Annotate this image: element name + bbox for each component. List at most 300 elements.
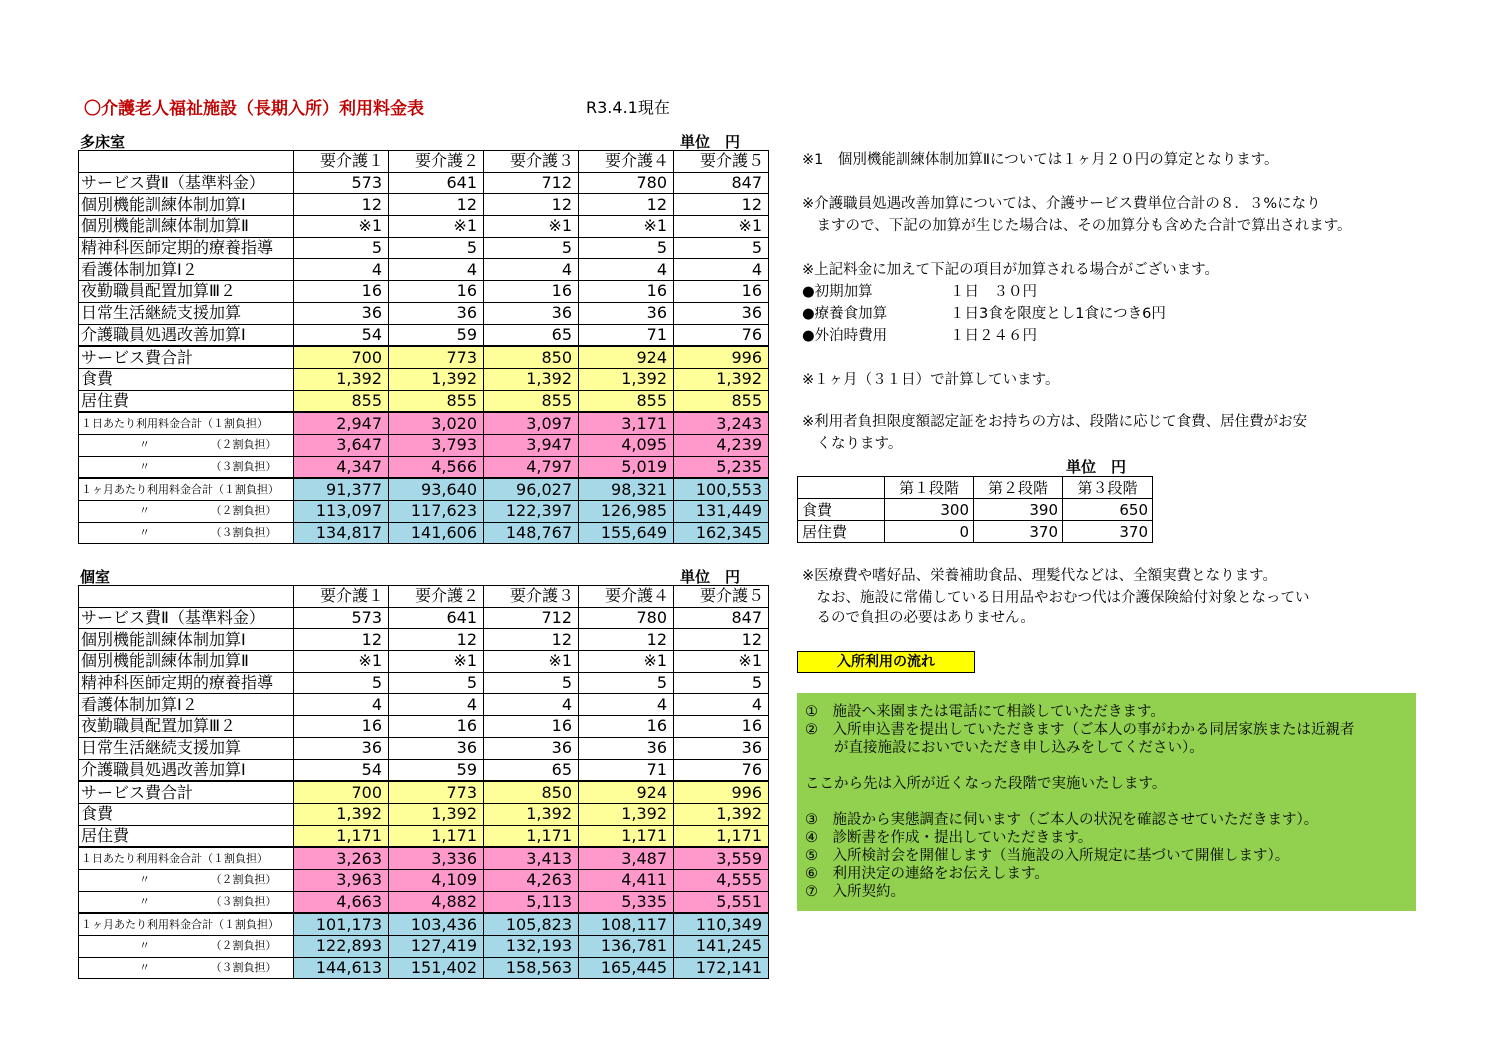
fee-cell: 158,563 — [484, 957, 579, 979]
fee-table-private-room — [78, 585, 769, 979]
note-2a: ※介護職員処遇改善加算については、介護サービス費単位合計の８．３%になり — [802, 196, 1321, 212]
table-row — [79, 390, 769, 412]
fee-cell: 141,606 — [389, 522, 484, 544]
table-row — [79, 781, 769, 803]
flow-step: ⑦ 入所契約。 — [805, 884, 905, 900]
fee-cell: 4,239 — [674, 434, 769, 456]
fee-cell: 91,377 — [294, 478, 389, 500]
table-row — [79, 368, 769, 390]
fee-cell: 122,893 — [294, 936, 389, 958]
table-header-row — [79, 151, 769, 173]
row-label: 〃 （３割負担） — [79, 957, 294, 979]
row-label: １ヶ月あたり利用料金合計（１割負担） — [79, 913, 294, 935]
row-label: 看護体制加算Ⅰ２ — [79, 259, 294, 281]
fee-cell: ※1 — [294, 216, 389, 238]
effective-date: R3.4.1現在 — [586, 98, 670, 117]
fee-cell: 71 — [579, 324, 674, 346]
fee-cell: 71 — [579, 759, 674, 781]
fee-cell: 1,392 — [579, 803, 674, 825]
fee-cell: 131,449 — [674, 501, 769, 523]
addon-meal-value: １日3食を限度とし1食につき6円 — [950, 306, 1166, 322]
table-row — [79, 803, 769, 825]
fee-cell: 3,020 — [389, 412, 484, 434]
fee-cell: 96,027 — [484, 478, 579, 500]
fee-cell: 54 — [294, 324, 389, 346]
table-row — [79, 936, 769, 958]
row-label: 看護体制加算Ⅰ２ — [79, 694, 294, 716]
fee-cell: 5 — [389, 672, 484, 694]
fee-cell: 4 — [484, 694, 579, 716]
table-row — [79, 891, 769, 913]
row-label: 日常生活継続支援加算 — [79, 302, 294, 324]
row-label: 介護職員処遇改善加算Ⅰ — [79, 324, 294, 346]
addon-overnight: ●外泊時費用 — [802, 328, 888, 344]
fee-cell: 4,109 — [389, 869, 484, 891]
fee-cell: 3,647 — [294, 434, 389, 456]
section-title-multi-bed: 多床室 — [80, 133, 126, 151]
fee-cell: 16 — [579, 281, 674, 303]
fee-cell: ※1 — [389, 651, 484, 673]
table-row — [79, 281, 769, 303]
fee-cell: 1,392 — [389, 368, 484, 390]
fee-cell: 144,613 — [294, 957, 389, 979]
fee-cell: 12 — [674, 629, 769, 651]
fee-cell: 4,797 — [484, 456, 579, 478]
table-row — [79, 651, 769, 673]
fee-cell: 16 — [579, 716, 674, 738]
fee-cell: 996 — [674, 346, 769, 368]
fee-cell: 773 — [389, 781, 484, 803]
limit-row-label: 居住費 — [798, 521, 885, 543]
fee-cell: 1,171 — [674, 825, 769, 847]
row-label: １ヶ月あたり利用料金合計（１割負担） — [79, 478, 294, 500]
fee-cell: 36 — [579, 737, 674, 759]
fee-cell: 780 — [579, 607, 674, 629]
fee-cell: 641 — [389, 172, 484, 194]
row-label: １日あたり利用料金合計（１割負担） — [79, 412, 294, 434]
fee-cell: 573 — [294, 607, 389, 629]
fee-cell: ※1 — [674, 216, 769, 238]
fee-cell: 847 — [674, 172, 769, 194]
fee-cell: 5 — [484, 672, 579, 694]
addon-overnight-value: １日２４６円 — [950, 328, 1037, 344]
row-label: 〃 （２割負担） — [79, 936, 294, 958]
fee-cell: 117,623 — [389, 501, 484, 523]
page-title: 〇介護老人福祉施設（長期入所）利用料金表 — [84, 99, 424, 119]
fee-cell: 36 — [674, 737, 769, 759]
table-row — [79, 346, 769, 368]
table-row — [79, 434, 769, 456]
note-6c: るので負担の必要はありません。 — [802, 610, 1035, 626]
fee-cell: 3,963 — [294, 869, 389, 891]
fee-cell: 850 — [484, 346, 579, 368]
fee-cell: 36 — [674, 302, 769, 324]
column-header: 要介護３ — [484, 586, 579, 608]
fee-cell: 136,781 — [579, 936, 674, 958]
fee-cell: 3,243 — [674, 412, 769, 434]
limit-cell: 0 — [885, 521, 974, 543]
fee-cell: 4 — [294, 694, 389, 716]
note-5b: くなります。 — [802, 436, 903, 452]
fee-cell: ※1 — [484, 216, 579, 238]
fee-cell: 172,141 — [674, 957, 769, 979]
column-header: 要介護５ — [674, 151, 769, 173]
fee-cell: 98,321 — [579, 478, 674, 500]
note-2b: ますので、下記の加算が生じた場合は、その加算分も含めた合計で算出されます。 — [802, 218, 1352, 234]
table-row — [79, 216, 769, 238]
fee-cell: 700 — [294, 346, 389, 368]
fee-cell: 12 — [389, 629, 484, 651]
row-label: 居住費 — [79, 390, 294, 412]
table-row — [79, 172, 769, 194]
table-row — [79, 913, 769, 935]
fee-cell: 855 — [484, 390, 579, 412]
fee-cell: 4,566 — [389, 456, 484, 478]
fee-cell: 4 — [674, 259, 769, 281]
fee-cell: 4,095 — [579, 434, 674, 456]
fee-cell: 12 — [294, 194, 389, 216]
table-row — [79, 716, 769, 738]
row-label: 〃 （２割負担） — [79, 434, 294, 456]
fee-cell: ※1 — [579, 216, 674, 238]
fee-cell: 76 — [674, 324, 769, 346]
addon-meal: ●療養食加算 — [802, 306, 888, 322]
table-row — [79, 869, 769, 891]
fee-cell: 1,392 — [294, 368, 389, 390]
table-row — [79, 456, 769, 478]
limit-table — [797, 476, 1153, 543]
limit-cell: 390 — [974, 499, 1063, 521]
fee-cell: 855 — [579, 390, 674, 412]
fee-cell: 780 — [579, 172, 674, 194]
limit-cell: 370 — [974, 521, 1063, 543]
fee-cell: 855 — [674, 390, 769, 412]
column-header: 要介護４ — [579, 151, 674, 173]
fee-cell: 1,171 — [294, 825, 389, 847]
limit-header: 第２段階 — [974, 477, 1063, 499]
fee-cell: 5 — [579, 237, 674, 259]
row-label: サービス費合計 — [79, 346, 294, 368]
fee-cell: 3,559 — [674, 847, 769, 869]
row-label: サービス費Ⅱ（基準料金） — [79, 607, 294, 629]
fee-cell: 4,555 — [674, 869, 769, 891]
fee-cell: 36 — [294, 737, 389, 759]
row-label: 居住費 — [79, 825, 294, 847]
fee-cell: 5,235 — [674, 456, 769, 478]
fee-cell: 5 — [484, 237, 579, 259]
fee-cell: 1,392 — [579, 368, 674, 390]
fee-cell: 1,171 — [389, 825, 484, 847]
fee-cell: 1,392 — [389, 803, 484, 825]
addon-name: ●初期加算 — [802, 284, 873, 300]
fee-cell: 2,947 — [294, 412, 389, 434]
fee-cell: 712 — [484, 607, 579, 629]
table-row — [79, 478, 769, 500]
column-header: 要介護１ — [294, 586, 389, 608]
fee-cell: 4 — [389, 694, 484, 716]
table-row — [79, 737, 769, 759]
fee-cell: 3,413 — [484, 847, 579, 869]
flow-step: ③ 施設から実態調査に伺います（ご本人の状況を確認させていただきます）。 — [805, 812, 1319, 828]
fee-cell: 5 — [674, 237, 769, 259]
fee-table-multi-bed — [78, 150, 769, 544]
admission-flow-box — [797, 693, 1416, 911]
fee-cell: 4 — [579, 259, 674, 281]
fee-cell: 110,349 — [674, 913, 769, 935]
row-label: 個別機能訓練体制加算Ⅱ — [79, 651, 294, 673]
fee-cell: 4 — [674, 694, 769, 716]
fee-cell: 850 — [484, 781, 579, 803]
row-label: 介護職員処遇改善加算Ⅰ — [79, 759, 294, 781]
fee-cell: 1,392 — [674, 803, 769, 825]
fee-cell: 113,097 — [294, 501, 389, 523]
fee-cell: 1,392 — [484, 803, 579, 825]
fee-cell: 4,411 — [579, 869, 674, 891]
fee-cell: 4 — [579, 694, 674, 716]
fee-cell: 641 — [389, 607, 484, 629]
row-label: 〃 （３割負担） — [79, 522, 294, 544]
column-header: 要介護２ — [389, 586, 484, 608]
note-6b: なお、施設に常備している日用品やおむつ代は介護保険給付対象となってい — [802, 590, 1310, 606]
fee-cell: 36 — [389, 737, 484, 759]
fee-cell: 132,193 — [484, 936, 579, 958]
table-row — [79, 501, 769, 523]
fee-cell: 122,397 — [484, 501, 579, 523]
fee-cell: 36 — [389, 302, 484, 324]
unit-label: 単位 円 — [680, 568, 741, 586]
note-4: ※１ヶ月（３１日）で計算しています。 — [802, 372, 1060, 388]
table-row — [79, 607, 769, 629]
fee-cell: 148,767 — [484, 522, 579, 544]
row-label: 日常生活継続支援加算 — [79, 737, 294, 759]
fee-cell: 100,553 — [674, 478, 769, 500]
fee-cell: 924 — [579, 346, 674, 368]
fee-cell: 16 — [294, 281, 389, 303]
fee-cell: 162,345 — [674, 522, 769, 544]
fee-cell: 155,649 — [579, 522, 674, 544]
limit-cell: 650 — [1063, 499, 1153, 521]
fee-cell: 12 — [579, 629, 674, 651]
table-row — [79, 629, 769, 651]
fee-cell: 16 — [389, 281, 484, 303]
fee-cell: 36 — [294, 302, 389, 324]
fee-cell: 93,640 — [389, 478, 484, 500]
fee-cell: 141,245 — [674, 936, 769, 958]
fee-cell: 712 — [484, 172, 579, 194]
fee-cell: 847 — [674, 607, 769, 629]
fee-cell: 855 — [294, 390, 389, 412]
fee-cell: 12 — [294, 629, 389, 651]
fee-cell: 3,336 — [389, 847, 484, 869]
table-row — [79, 237, 769, 259]
fee-cell: 5 — [389, 237, 484, 259]
fee-cell: 16 — [389, 716, 484, 738]
fee-cell: 4 — [389, 259, 484, 281]
flow-step: ② 入所申込書を提出していただきます（ご本人の事がわかる同居家族または近親者 — [805, 722, 1355, 738]
fee-cell: 773 — [389, 346, 484, 368]
fee-cell: 103,436 — [389, 913, 484, 935]
row-label: 夜勤職員配置加算Ⅲ２ — [79, 281, 294, 303]
fee-cell: 4,263 — [484, 869, 579, 891]
fee-cell: 3,171 — [579, 412, 674, 434]
fee-cell: 105,823 — [484, 913, 579, 935]
note-5a: ※利用者負担限度額認定証をお持ちの方は、段階に応じて食費、居住費がお安 — [802, 414, 1308, 430]
limit-row-label: 食費 — [798, 499, 885, 521]
fee-cell: 924 — [579, 781, 674, 803]
row-label: 個別機能訓練体制加算Ⅱ — [79, 216, 294, 238]
fee-cell: 54 — [294, 759, 389, 781]
table-row — [79, 847, 769, 869]
fee-cell: 16 — [674, 716, 769, 738]
column-header: 要介護１ — [294, 151, 389, 173]
fee-cell: 4 — [294, 259, 389, 281]
column-header: 要介護５ — [674, 586, 769, 608]
row-label: １日あたり利用料金合計（１割負担） — [79, 847, 294, 869]
fee-cell: 1,392 — [294, 803, 389, 825]
fee-cell: 3,263 — [294, 847, 389, 869]
fee-cell: 3,487 — [579, 847, 674, 869]
fee-cell: 12 — [484, 629, 579, 651]
fee-cell: 4 — [484, 259, 579, 281]
fee-cell: 5,019 — [579, 456, 674, 478]
fee-cell: 65 — [484, 324, 579, 346]
limit-cell: 300 — [885, 499, 974, 521]
limit-header: 第３段階 — [1063, 477, 1153, 499]
table-row — [79, 259, 769, 281]
fee-cell: 76 — [674, 759, 769, 781]
fee-cell: 151,402 — [389, 957, 484, 979]
fee-cell: 36 — [484, 737, 579, 759]
fee-cell: 36 — [579, 302, 674, 324]
row-label: サービス費Ⅱ（基準料金） — [79, 172, 294, 194]
flow-step: ⑥ 利用決定の連絡をお伝えします。 — [805, 866, 1049, 882]
fee-cell: 573 — [294, 172, 389, 194]
fee-cell: 5 — [294, 237, 389, 259]
flow-step: ① 施設へ来園または電話にて相談していただきます。 — [805, 704, 1165, 720]
section-title-private-room: 個室 — [80, 568, 111, 586]
fee-cell: 12 — [674, 194, 769, 216]
addon-initial-value: １日 ３０円 — [950, 284, 1037, 300]
flow-step: が直接施設においでいただき申し込みをしてください）。 — [805, 740, 1204, 756]
fee-cell: 5 — [294, 672, 389, 694]
flow-step — [805, 793, 1408, 811]
fee-cell: 65 — [484, 759, 579, 781]
fee-cell: ※1 — [389, 216, 484, 238]
row-label: 精神科医師定期的療養指導 — [79, 237, 294, 259]
row-label: 〃 （３割負担） — [79, 456, 294, 478]
fee-cell: 4,347 — [294, 456, 389, 478]
column-header: 要介護４ — [579, 586, 674, 608]
fee-cell: 16 — [674, 281, 769, 303]
fee-cell: 5 — [579, 672, 674, 694]
fee-cell: 12 — [484, 194, 579, 216]
fee-cell: 16 — [484, 281, 579, 303]
row-label: 食費 — [79, 368, 294, 390]
fee-cell: 4,882 — [389, 891, 484, 913]
row-label: 夜勤職員配置加算Ⅲ２ — [79, 716, 294, 738]
fee-cell: 1,171 — [484, 825, 579, 847]
fee-cell: ※1 — [674, 651, 769, 673]
table-row — [79, 412, 769, 434]
row-label: 食費 — [79, 803, 294, 825]
table-header-row — [79, 586, 769, 608]
row-label: 個別機能訓練体制加算Ⅰ — [79, 629, 294, 651]
fee-cell: 134,817 — [294, 522, 389, 544]
flow-step — [805, 757, 1408, 775]
note-1: ※1 個別機能訓練体制加算Ⅱについては１ヶ月２０円の算定となります。 — [802, 152, 1279, 168]
fee-cell: 165,445 — [579, 957, 674, 979]
row-label: 個別機能訓練体制加算Ⅰ — [79, 194, 294, 216]
admission-flow-label: 入所利用の流れ — [797, 651, 975, 673]
fee-cell: 3,097 — [484, 412, 579, 434]
table-row — [79, 672, 769, 694]
limit-header-empty — [798, 477, 885, 499]
fee-cell: 4,663 — [294, 891, 389, 913]
fee-cell: 59 — [389, 324, 484, 346]
fee-cell: 3,793 — [389, 434, 484, 456]
row-label: 〃 （２割負担） — [79, 869, 294, 891]
fee-cell: 1,392 — [674, 368, 769, 390]
fee-cell: 5,335 — [579, 891, 674, 913]
note-6a: ※医療費や嗜好品、栄養補助食品、理髪代などは、全額実費となります。 — [802, 568, 1277, 584]
fee-cell: 16 — [294, 716, 389, 738]
fee-cell: 36 — [484, 302, 579, 324]
column-header: 要介護２ — [389, 151, 484, 173]
table-row — [79, 694, 769, 716]
unit-label: 単位 円 — [680, 133, 741, 151]
column-header: 要介護３ — [484, 151, 579, 173]
fee-cell: ※1 — [294, 651, 389, 673]
flow-step: ④ 診断書を作成・提出していただきます。 — [805, 830, 1093, 846]
row-label: サービス費合計 — [79, 781, 294, 803]
fee-cell: 12 — [389, 194, 484, 216]
row-label: 精神科医師定期的療養指導 — [79, 672, 294, 694]
fee-cell: 5,113 — [484, 891, 579, 913]
row-label: 〃 （２割負担） — [79, 501, 294, 523]
table-row — [79, 759, 769, 781]
fee-cell: 108,117 — [579, 913, 674, 935]
table-row — [79, 957, 769, 979]
fee-cell: 126,985 — [579, 501, 674, 523]
fee-cell: 996 — [674, 781, 769, 803]
flow-step: ここから先は入所が近くなった段階で実施いたします。 — [805, 776, 1167, 792]
fee-cell: 12 — [579, 194, 674, 216]
fee-cell: 1,171 — [579, 825, 674, 847]
fee-cell: 1,392 — [484, 368, 579, 390]
fee-cell: ※1 — [579, 651, 674, 673]
fee-cell: ※1 — [484, 651, 579, 673]
limit-header: 第１段階 — [885, 477, 974, 499]
header-empty-cell — [79, 151, 294, 173]
table-row — [79, 302, 769, 324]
fee-cell: 127,419 — [389, 936, 484, 958]
note-3: ※上記料金に加えて下記の項目が加算される場合がございます。 — [802, 262, 1219, 278]
limit-cell: 370 — [1063, 521, 1153, 543]
table-row — [79, 522, 769, 544]
table-row — [79, 324, 769, 346]
fee-cell: 5,551 — [674, 891, 769, 913]
fee-cell: 5 — [674, 672, 769, 694]
limit-unit-label: 単位 円 — [1066, 458, 1127, 476]
fee-cell: 855 — [389, 390, 484, 412]
fee-cell: 16 — [484, 716, 579, 738]
fee-cell: 101,173 — [294, 913, 389, 935]
addon-initial — [802, 282, 873, 304]
fee-cell: 59 — [389, 759, 484, 781]
fee-cell: 700 — [294, 781, 389, 803]
table-row — [79, 825, 769, 847]
fee-cell: 3,947 — [484, 434, 579, 456]
